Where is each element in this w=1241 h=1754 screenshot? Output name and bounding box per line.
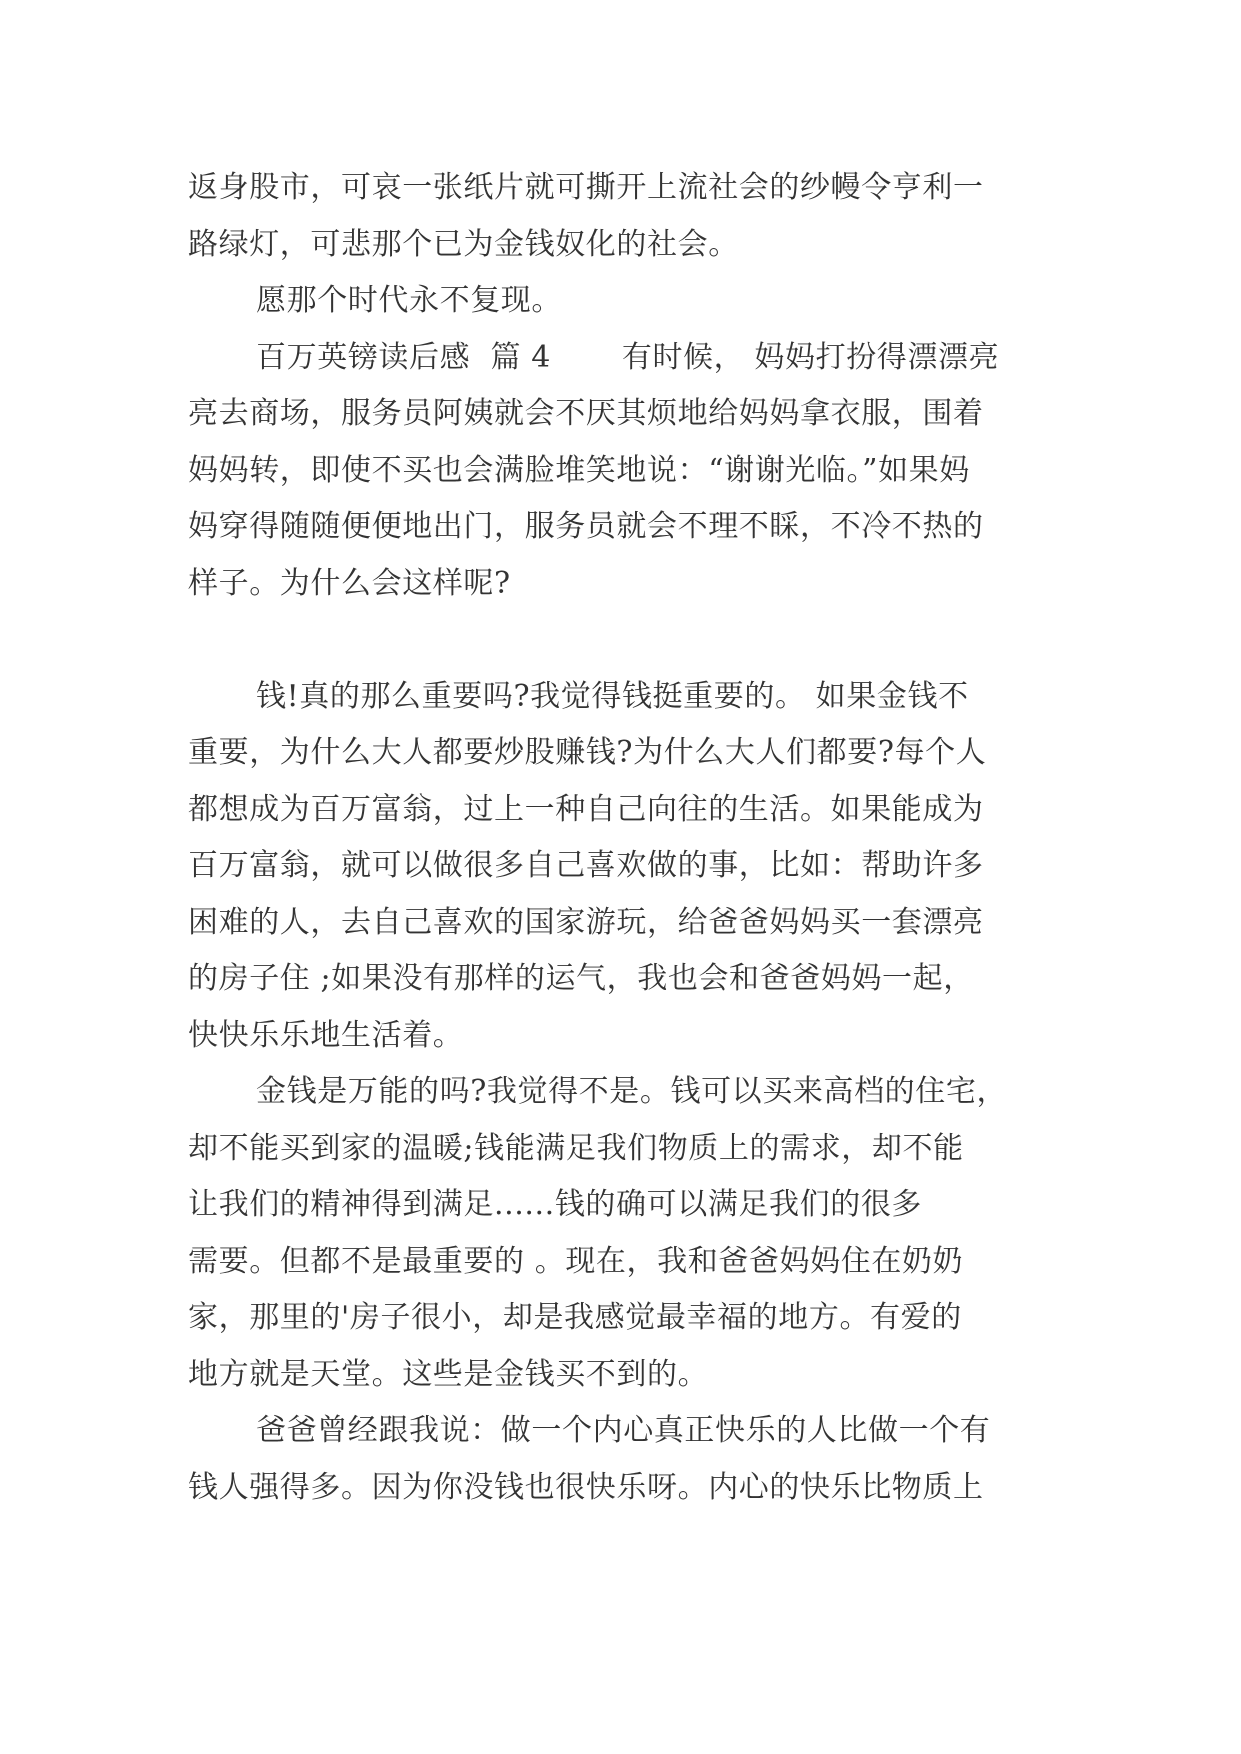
text-line: 地方就是天堂。这些是金钱买不到的。 bbox=[188, 1356, 709, 1392]
text-line: 钱!真的那么重要吗?我觉得钱挺重要的。 如果金钱不 bbox=[256, 678, 969, 714]
text-line: 钱人强得多。因为你没钱也很快乐呀。内心的快乐比物质上 bbox=[188, 1469, 984, 1505]
text-line: 都想成为百万富翁，过上一种自己向往的生活。如果能成为 bbox=[188, 791, 984, 827]
text-line: 家，那里的'房子很小，却是我感觉最幸福的地方。有爱的 bbox=[188, 1300, 962, 1335]
text-line: 妈妈转，即使不买也会满脸堆笑地说：“谢谢光临。”如果妈 bbox=[188, 452, 970, 488]
text-line: 困难的人，去自己喜欢的国家游玩，给爸爸妈妈买一套漂亮 bbox=[188, 904, 984, 940]
text-line: 百万富翁，就可以做很多自己喜欢做的事，比如：帮助许多 bbox=[188, 848, 984, 883]
text-line: 路绿灯，可悲那个已为金钱奴化的社会。 bbox=[188, 226, 739, 262]
text-line: 的房子住 ;如果没有那样的运气，我也会和爸爸妈妈一起， bbox=[188, 961, 974, 996]
text-line: 返身股市，可哀一张纸片就可撕开上流社会的纱幔令亨利一 bbox=[188, 170, 984, 205]
text-line: 愿那个时代永不复现。 bbox=[256, 283, 562, 318]
text-line: 重要，为什么大人都要炒股赚钱?为什么大人们都要?每个人 bbox=[188, 735, 987, 770]
text-line: 爸爸曾经跟我说：做一个内心真正快乐的人比做一个有 bbox=[256, 1413, 991, 1448]
text-line: 让我们的精神得到满足......钱的确可以满足我们的很多 bbox=[188, 1187, 923, 1222]
paragraph-gap bbox=[188, 612, 1068, 669]
text-line: 金钱是万能的吗?我觉得不是。钱可以买来高档的住宅， bbox=[256, 1074, 1008, 1109]
text-line: 却不能买到家的温暖;钱能满足我们物质上的需求，却不能 bbox=[188, 1130, 964, 1166]
text-line: 样子。为什么会这样呢? bbox=[188, 565, 511, 601]
text-line: 妈穿得随随便便地出门，服务员就会不理不睬，不冷不热的 bbox=[188, 509, 984, 544]
section-heading-line: 百万英镑读后感 篇 4 有时候， 妈妈打扮得漂漂亮 bbox=[256, 339, 1000, 375]
text-line: 亮去商场，服务员阿姨就会不厌其烦地给妈妈拿衣服，围着 bbox=[188, 396, 984, 431]
document-body bbox=[188, 160, 1068, 1516]
text-line: 快快乐乐地生活着。 bbox=[188, 1017, 464, 1053]
text-line: 需要。但都不是最重要的 。现在，我和爸爸妈妈住在奶奶 bbox=[188, 1243, 964, 1279]
